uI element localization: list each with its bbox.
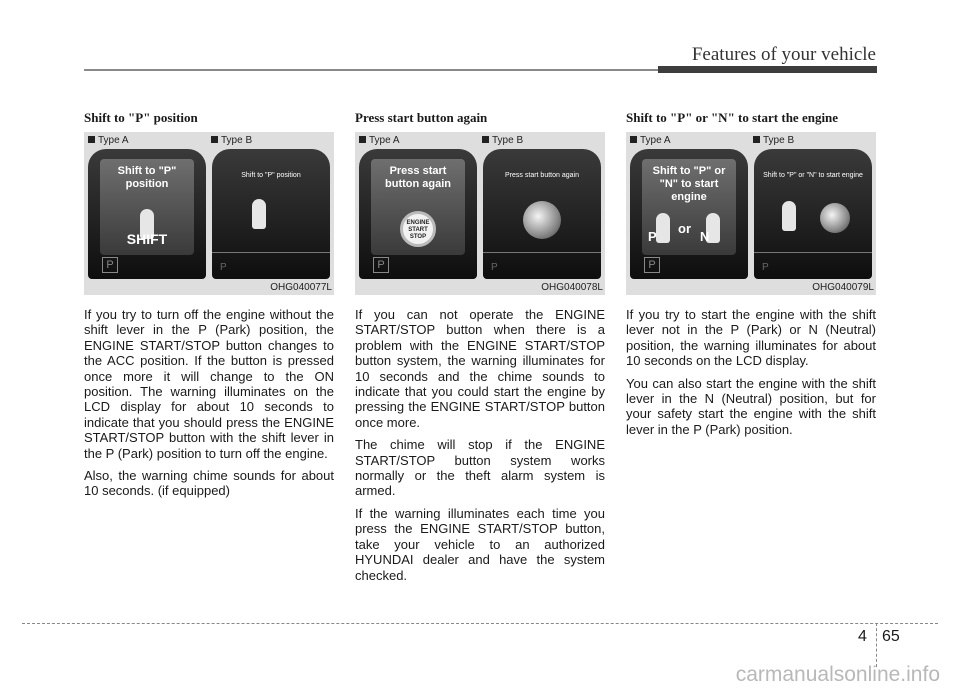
square-bullet-icon	[753, 136, 760, 143]
start-stop-button-icon	[400, 211, 436, 247]
lcd-message: Press start button again	[505, 172, 579, 179]
square-bullet-icon	[630, 136, 637, 143]
park-indicator-icon: P	[644, 257, 660, 273]
park-indicator-icon: P	[102, 257, 118, 273]
lcd-screen	[100, 159, 194, 255]
start-button-knob-icon	[820, 203, 850, 233]
square-bullet-icon	[359, 136, 366, 143]
section-shift-to-p	[84, 110, 334, 499]
cluster-display-type-a	[359, 149, 477, 279]
figure-shift-to-p-or-n	[626, 132, 876, 295]
section-heading: Shift to "P" position	[84, 110, 198, 125]
square-bullet-icon	[482, 136, 489, 143]
park-indicator-icon: P	[373, 257, 389, 273]
lcd-message: Shift to "P" position	[241, 172, 301, 179]
header-rule-accent	[658, 66, 877, 73]
lcd-message: Shift to "P" or "N" to start engine	[652, 165, 726, 203]
start-button-knob-icon	[523, 201, 561, 239]
gauge-line	[483, 252, 601, 253]
lcd-message: Shift to "P" or "N" to start engine	[763, 172, 863, 179]
cluster-display-type-a	[630, 149, 748, 279]
figure-shift-to-p	[84, 132, 334, 295]
lcd-message: Shift to "P" position	[117, 165, 177, 190]
type-b-label: Type B	[753, 135, 794, 146]
page-header-title: Features of your vehicle	[691, 44, 876, 65]
park-indicator-icon: P	[491, 262, 498, 273]
shift-lever-p-icon	[656, 213, 670, 243]
figure-code: OHG040077L	[270, 282, 332, 293]
body-paragraph: Also, the warning chime sounds for about 10 seconds. (if equipped)	[84, 468, 334, 499]
park-indicator-icon: P	[220, 262, 227, 273]
body-paragraph: If you try to turn off the engine without the shift lever in the P (Park) position, the ENGINE START/STOP button changes to the ACC position. If the button is pressed once more it will change to the ON position. The warning illuminates on the LCD display for about 10 seconds to indicate that you should press the ENGINE START/STOP button with the shift lever in the P (Park) position to turn off the engine.	[84, 307, 334, 461]
gauge-line	[212, 252, 330, 253]
gauge-line	[754, 252, 872, 253]
cluster-display-type-a	[88, 149, 206, 279]
type-b-label: Type B	[211, 135, 252, 146]
type-a-label: Type A	[630, 135, 671, 146]
page-number: 65	[882, 628, 900, 645]
section-heading: Shift to "P" or "N" to start the engine	[626, 110, 839, 125]
figure-code: OHG040079L	[812, 282, 874, 293]
figure-press-start-again	[355, 132, 605, 295]
body-paragraph: If you can not operate the ENGINE START/STOP button when there is a problem with the ENGINE START/STOP button system, the warning illuminates for 10 seconds and the chime sounds to indicate that you could start the engine by pressing the ENGINE START/STOP button once more.	[355, 307, 605, 430]
section-press-start-again	[355, 110, 605, 583]
type-a-label: Type A	[359, 135, 400, 146]
body-paragraph: You can also start the engine with the shift lever in the N (Neutral) position, but for your safety start the engine with the shift lever in the P (Park) position.	[626, 375, 876, 437]
lcd-screen	[642, 159, 736, 255]
type-a-label: Type A	[88, 135, 129, 146]
footer-rule	[22, 623, 938, 624]
shift-lever-icon	[252, 199, 266, 229]
watermark: carmanualsonline.info	[735, 663, 940, 686]
figure-code: OHG040078L	[541, 282, 603, 293]
cluster-display-type-b	[483, 149, 601, 279]
lcd-shift-word: SHIFT	[126, 231, 168, 247]
cluster-display-type-b	[754, 149, 872, 279]
lever-p-label: P	[648, 229, 657, 244]
or-text: or	[678, 221, 691, 236]
lcd-message: Press start button again	[385, 165, 451, 190]
start-stop-label: ENGINE START STOP	[406, 220, 430, 240]
section-heading: Press start button again	[355, 110, 488, 125]
lcd-screen	[371, 159, 465, 255]
footer-divider	[876, 623, 877, 667]
lever-n-label: N	[700, 229, 710, 244]
chapter-number: 4	[858, 628, 867, 645]
section-shift-to-p-or-n	[626, 110, 876, 437]
park-indicator-icon: P	[762, 262, 769, 273]
square-bullet-icon	[88, 136, 95, 143]
body-paragraph: The chime will stop if the ENGINE START/STOP button system works normally or the theft alarm system is armed.	[355, 437, 605, 499]
body-paragraph: If the warning illuminates each time you press the ENGINE START/STOP button, take your vehicle to an authorized HYUNDAI dealer and have the system checked.	[355, 505, 605, 583]
shift-lever-icon	[782, 201, 796, 231]
square-bullet-icon	[211, 136, 218, 143]
type-b-label: Type B	[482, 135, 523, 146]
body-paragraph: If you try to start the engine with the shift lever not in the P (Park) or N (Neutral) position, the warning illuminates for about 10 seconds on the LCD display.	[626, 307, 876, 369]
cluster-display-type-b	[212, 149, 330, 279]
